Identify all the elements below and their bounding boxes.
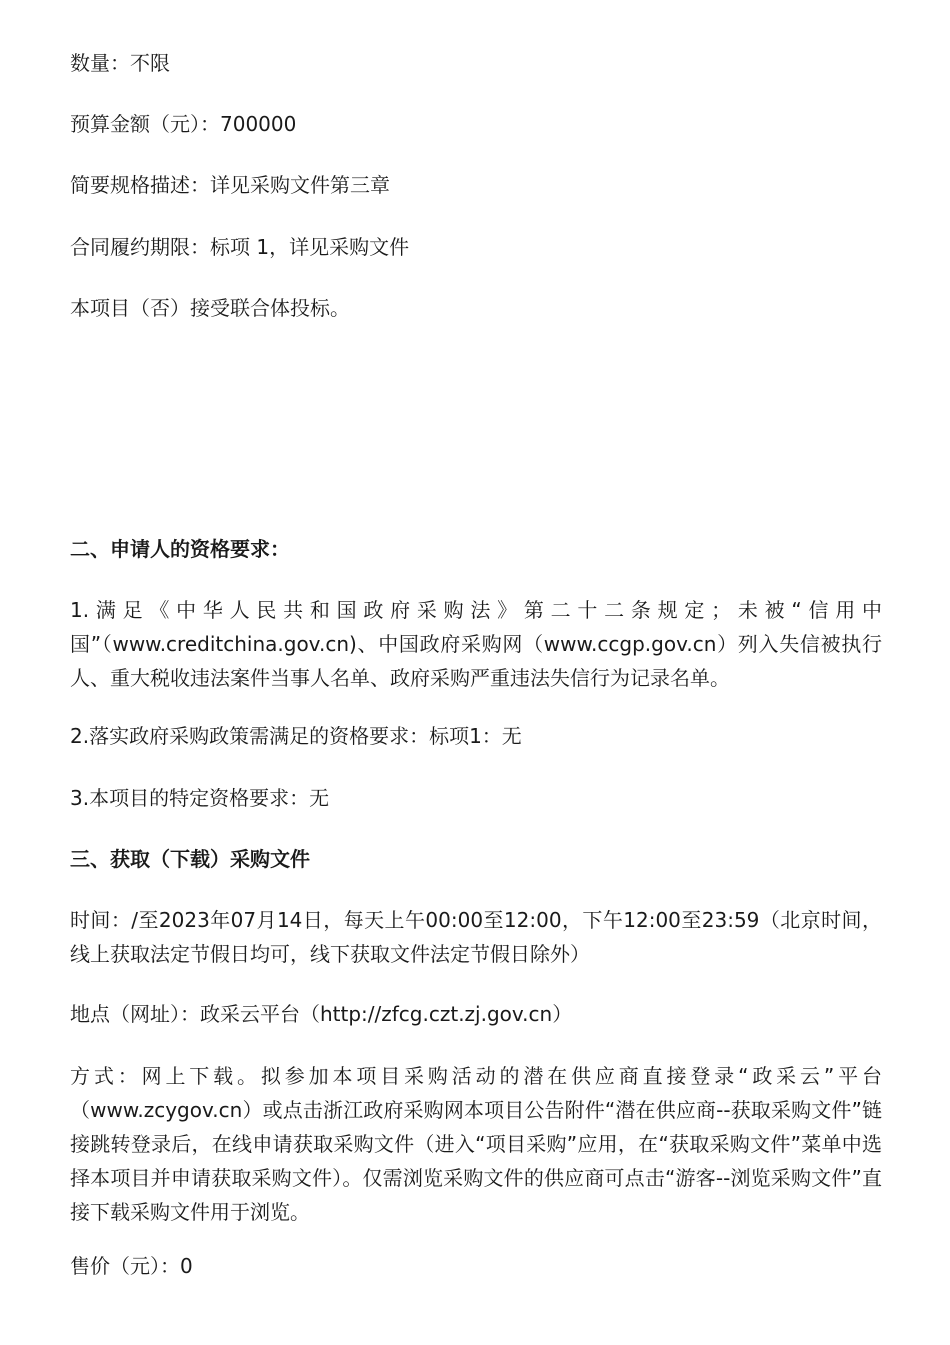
acquisition-place-text: 地点（网址）：政采云平台（http://zfcg.czt.zj.gov.cn）: [70, 1002, 573, 1026]
contract-period-text: 合同履约期限：标项 1，详见采购文件: [70, 235, 410, 259]
document-page: [70, 0, 882, 1345]
qualification-item-1: 1.满足《中华人民共和国政府采购法》第二十二条规定；未被“信用中国”（www.creditchina.gov.cn)、中国政府采购网（www.ccgp.gov.cn）列入失信被执行人、重大税收违法案件当事人名单、政府采购严重违法失信行为记录名单。: [70, 598, 882, 690]
spec-text: 简要规格描述：详见采购文件第三章: [70, 173, 390, 197]
acquisition-time-text: 时间：/至2023年07月14日，每天上午00:00至12:00，下午12:00至23:59（北京时间，线上获取法定节假日均可，线下获取文件法定节假日除外）: [70, 908, 882, 966]
acquisition-method-text: 方式：网上下载。拟参加本项目采购活动的潜在供应商直接登录“政采云”平台（www.zcygov.cn）或点击浙江政府采购网本项目公告附件“潜在供应商--获取采购文件”链接跳转登录后，在线申请获取采购文件（进入“项目采购”应用，在“获取采购文件”菜单中选择本项目并申请获取采购文件）。仅需浏览采购文件的供应商可点击“游客--浏览采购文件”直接下载采购文件用于浏览。: [70, 1064, 882, 1224]
consortium-text: 本项目（否）接受联合体投标。: [70, 296, 350, 320]
section2-heading: 二、申请人的资格要求：: [70, 537, 290, 561]
qualification-item-3: 3.本项目的特定资格要求：无: [70, 786, 330, 810]
section3-heading: 三、获取（下载）采购文件: [70, 847, 310, 871]
quantity-text: 数量：不限: [70, 51, 170, 75]
price-text: 售价（元）：0: [70, 1254, 193, 1278]
budget-text: 预算金额（元）：700000: [70, 112, 297, 136]
qualification-item-2: 2.落实政府采购政策需满足的资格要求：标项1：无: [70, 724, 522, 748]
